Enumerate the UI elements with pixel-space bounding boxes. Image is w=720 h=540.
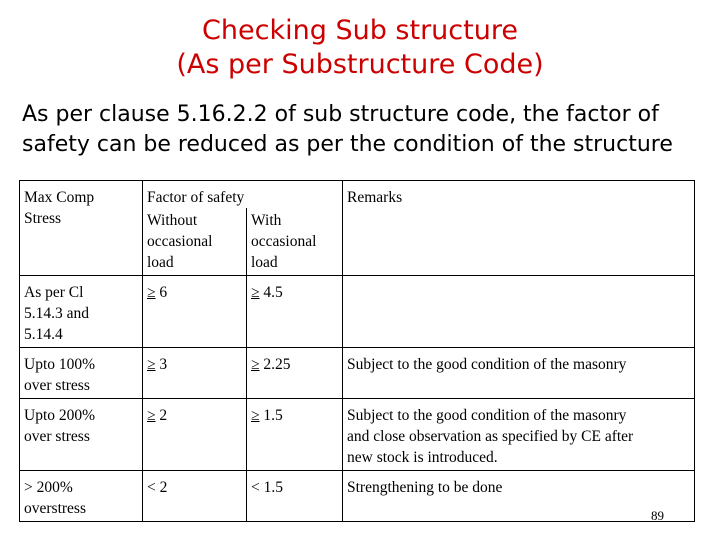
header-max-comp-stress xyxy=(20,181,143,276)
comparison-symbol: < xyxy=(251,479,260,496)
table-row xyxy=(20,276,695,348)
header-factor-of-safety: Factor of safety xyxy=(143,181,343,209)
factor-value: 1.5 xyxy=(263,479,283,496)
comparison-symbol: ≥ xyxy=(251,407,260,424)
without-load-cell xyxy=(143,471,247,522)
cell-text: As per Cl xyxy=(24,284,84,301)
factor-value: 2 xyxy=(159,479,168,496)
comparison-symbol: ≥ xyxy=(251,356,260,373)
table-row xyxy=(20,348,695,399)
comparison-symbol: ≥ xyxy=(251,284,260,301)
header-without-occasional-load xyxy=(143,208,247,276)
page-number: 89 xyxy=(651,508,664,523)
remarks-cell xyxy=(343,348,695,399)
table-row xyxy=(20,471,695,522)
cell-text: and close observation as specified by CE after xyxy=(347,428,634,445)
header-text: occasional xyxy=(147,233,213,250)
header-text: load xyxy=(147,254,174,271)
comparison-symbol: ≥ xyxy=(147,284,156,301)
cell-text: over stress xyxy=(24,428,90,445)
without-load-cell xyxy=(143,276,247,348)
header-with-occasional-load xyxy=(247,208,343,276)
with-load-cell xyxy=(247,399,343,471)
intro-line-2: safety can be reduced as per the condition of the structure xyxy=(22,132,673,157)
cell-text: Subject to the good condition of the masonry xyxy=(347,356,627,373)
cell-text: new stock is introduced. xyxy=(347,449,498,466)
factor-of-safety-table xyxy=(19,180,695,522)
header-text: With xyxy=(251,212,282,229)
stress-cell xyxy=(20,399,143,471)
remarks-cell xyxy=(343,399,695,471)
cell-text: Upto 200% xyxy=(24,407,96,424)
stress-cell xyxy=(20,471,143,522)
without-load-cell xyxy=(143,348,247,399)
header-remarks: Remarks xyxy=(343,181,695,276)
slide-title xyxy=(0,14,720,82)
comparison-symbol: ≥ xyxy=(147,407,156,424)
factor-value: 6 xyxy=(159,284,168,301)
remarks-cell xyxy=(343,276,695,348)
stress-cell xyxy=(20,348,143,399)
cell-text: overstress xyxy=(24,500,86,517)
cell-text: Subject to the good condition of the masonry xyxy=(347,407,627,424)
intro-line-1: As per clause 5.16.2.2 of sub structure code, the factor of xyxy=(22,102,659,127)
title-line-2: (As per Substructure Code) xyxy=(176,49,544,80)
cell-text: Strengthening to be done xyxy=(347,479,503,496)
intro-paragraph xyxy=(22,100,712,160)
factor-value: 1.5 xyxy=(263,407,283,424)
stress-cell xyxy=(20,276,143,348)
factor-value: 4.5 xyxy=(263,284,283,301)
table-row xyxy=(20,399,695,471)
cell-text: > 200% xyxy=(24,479,73,496)
table-header-row xyxy=(20,181,695,209)
header-text: occasional xyxy=(251,233,317,250)
comparison-symbol: < xyxy=(147,479,156,496)
with-load-cell xyxy=(247,276,343,348)
factor-value: 2 xyxy=(159,407,168,424)
factor-value: 2.25 xyxy=(263,356,291,373)
comparison-symbol: ≥ xyxy=(147,356,156,373)
cell-text: Upto 100% xyxy=(24,356,96,373)
cell-text: over stress xyxy=(24,377,90,394)
cell-text: 5.14.3 and xyxy=(24,305,90,322)
with-load-cell xyxy=(247,348,343,399)
remarks-cell xyxy=(343,471,695,522)
cell-text: 5.14.4 xyxy=(24,326,63,343)
without-load-cell xyxy=(143,399,247,471)
header-text: Max Comp xyxy=(24,189,95,206)
header-text: Stress xyxy=(24,210,62,227)
factor-value: 3 xyxy=(159,356,168,373)
header-text: load xyxy=(251,254,278,271)
with-load-cell xyxy=(247,471,343,522)
title-line-1: Checking Sub structure xyxy=(202,15,518,46)
header-text: Without xyxy=(147,212,198,229)
